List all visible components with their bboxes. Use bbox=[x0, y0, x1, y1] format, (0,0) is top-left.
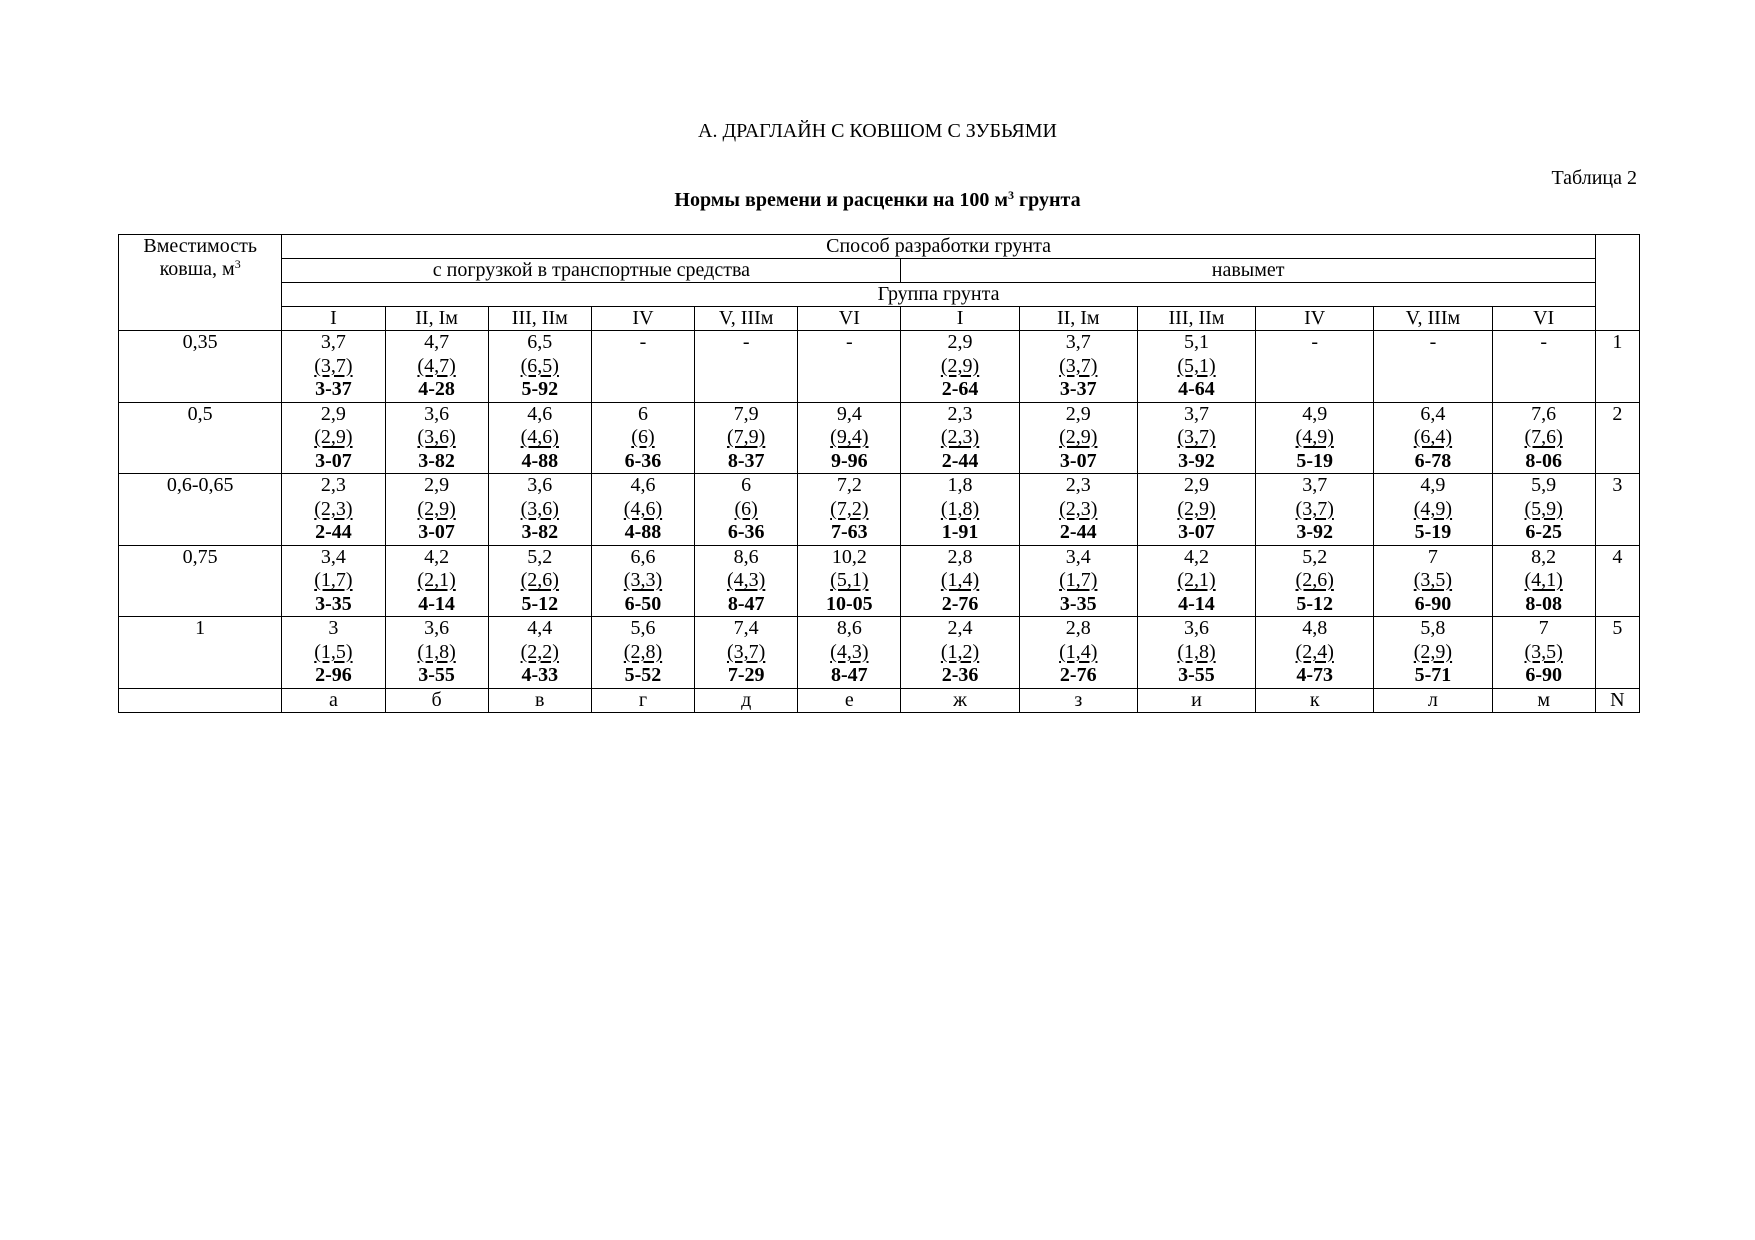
time-norm: - bbox=[1311, 331, 1319, 353]
crew-norm: (3,6) bbox=[417, 426, 456, 448]
price-value: 4-88 bbox=[624, 521, 662, 543]
price-value: 2-64 bbox=[941, 378, 979, 400]
price-value: 3-07 bbox=[1059, 449, 1097, 472]
price-value: 5-92 bbox=[521, 378, 559, 400]
time-norm: 3 bbox=[328, 617, 339, 639]
norm-cell bbox=[1256, 474, 1374, 546]
crew-norm: (2,9) bbox=[940, 354, 980, 377]
crew-norm: (4,1) bbox=[1524, 569, 1563, 591]
group-header-cell: II, Iм bbox=[1019, 307, 1137, 331]
price-value: 4-14 bbox=[1178, 592, 1215, 615]
price-value: 4-64 bbox=[1178, 378, 1215, 400]
price-value: 6-36 bbox=[727, 521, 765, 543]
price-value: 5-12 bbox=[1296, 592, 1334, 615]
row-number-cell: 2 bbox=[1595, 402, 1639, 474]
price-value: 6-50 bbox=[624, 592, 662, 615]
crew-norm: (2,3) bbox=[314, 497, 353, 520]
price-value: 4-28 bbox=[418, 378, 455, 400]
n-label-cell: N bbox=[1595, 688, 1639, 712]
time-norm: 3,4 bbox=[320, 545, 346, 568]
crew-norm: (1,8) bbox=[417, 640, 456, 663]
group-header-cell: IV bbox=[1256, 307, 1374, 331]
price-value: 3-37 bbox=[315, 378, 352, 400]
time-norm: 6,4 bbox=[1420, 402, 1446, 425]
time-norm: - bbox=[846, 331, 853, 353]
price-value: 2-96 bbox=[315, 664, 352, 686]
group-header-cell: VI bbox=[1492, 307, 1595, 331]
time-norm: 3,7 bbox=[1302, 474, 1328, 496]
time-norm: 2,3 bbox=[320, 474, 346, 496]
norm-cell bbox=[1492, 617, 1595, 689]
time-norm: 3,7 bbox=[320, 331, 346, 353]
column-letter-cell: л bbox=[1374, 688, 1492, 712]
norm-cell bbox=[798, 402, 901, 474]
norm-cell bbox=[385, 331, 488, 403]
column-letter-cell: к bbox=[1256, 688, 1374, 712]
price-value: 5-52 bbox=[624, 664, 662, 686]
norm-cell bbox=[1492, 474, 1595, 546]
norms-table bbox=[118, 234, 1640, 713]
crew-norm: (1,2) bbox=[940, 640, 980, 663]
norm-cell bbox=[385, 545, 488, 617]
row-number-cell: 3 bbox=[1595, 474, 1639, 546]
norm-cell bbox=[591, 474, 694, 546]
crew-norm: (2,1) bbox=[417, 569, 456, 591]
column-letter-cell: м bbox=[1492, 688, 1595, 712]
group-header-cell: I bbox=[282, 307, 385, 331]
table-row bbox=[119, 474, 1640, 546]
time-norm: 5,9 bbox=[1531, 474, 1557, 496]
price-value: 4-33 bbox=[521, 664, 559, 686]
price-value: 3-35 bbox=[1059, 592, 1097, 615]
time-norm: 6 bbox=[637, 402, 648, 425]
price-value: 3-07 bbox=[315, 449, 352, 472]
price-value: 8-08 bbox=[1525, 592, 1562, 615]
header-row-method bbox=[119, 235, 1640, 259]
time-norm: - bbox=[1429, 331, 1437, 353]
norm-cell bbox=[385, 617, 488, 689]
price-value: 6-36 bbox=[624, 449, 662, 472]
time-norm: 7,4 bbox=[733, 617, 759, 639]
crew-norm: (4,6) bbox=[623, 497, 663, 520]
crew-norm: (1,4) bbox=[1059, 640, 1098, 663]
crew-norm: (1,5) bbox=[314, 640, 353, 663]
norm-cell bbox=[1137, 402, 1255, 474]
norm-cell bbox=[798, 331, 901, 403]
group-header-cell: V, IIIм bbox=[1374, 307, 1492, 331]
table-number-label: Таблица 2 bbox=[1551, 167, 1637, 189]
norm-cell bbox=[1019, 474, 1137, 546]
crew-norm: (2,8) bbox=[623, 640, 663, 663]
time-norm: 2,9 bbox=[320, 402, 346, 425]
time-norm: 3,6 bbox=[1183, 617, 1209, 639]
norm-cell bbox=[488, 474, 591, 546]
price-value: 2-76 bbox=[941, 592, 979, 615]
crew-norm: (1,7) bbox=[1059, 569, 1098, 591]
time-norm: 8,2 bbox=[1531, 545, 1557, 568]
price-value: 9-96 bbox=[831, 449, 868, 472]
time-norm: 2,9 bbox=[1065, 402, 1091, 425]
time-norm: 7,9 bbox=[733, 402, 759, 425]
time-norm: - bbox=[1540, 331, 1547, 353]
crew-norm: (3,7) bbox=[1059, 354, 1098, 377]
crew-norm: (2,6) bbox=[520, 569, 559, 591]
crew-norm: (3,7) bbox=[314, 354, 353, 377]
crew-norm: (7,2) bbox=[830, 497, 869, 520]
time-norm: 6,6 bbox=[630, 545, 656, 568]
norm-cell bbox=[1374, 545, 1492, 617]
crew-norm: (4,6) bbox=[520, 426, 559, 448]
time-norm: 4,2 bbox=[1183, 545, 1209, 568]
crew-norm: (7,6) bbox=[1524, 426, 1563, 448]
norm-cell bbox=[1256, 617, 1374, 689]
price-value: 7-63 bbox=[831, 521, 868, 543]
norm-cell bbox=[591, 617, 694, 689]
crew-norm: (2,9) bbox=[1177, 497, 1216, 520]
norm-cell bbox=[282, 545, 385, 617]
price-value: 2-44 bbox=[941, 449, 979, 472]
norm-cell bbox=[282, 402, 385, 474]
crew-norm: (2,9) bbox=[1413, 640, 1453, 663]
crew-norm: (3,5) bbox=[1413, 569, 1453, 591]
caption-main: Нормы времени и расценки на 100 м bbox=[674, 189, 1009, 211]
price-value: 5-19 bbox=[1414, 521, 1452, 543]
time-norm: 3,6 bbox=[527, 474, 553, 496]
time-norm: 3,6 bbox=[424, 617, 450, 639]
price-value: 3-92 bbox=[1296, 521, 1334, 543]
crew-norm: (9,4) bbox=[830, 426, 869, 448]
time-norm: 5,6 bbox=[630, 617, 656, 639]
norm-cell bbox=[901, 402, 1019, 474]
norm-cell bbox=[282, 474, 385, 546]
crew-norm: (2,9) bbox=[417, 497, 456, 520]
caption-superscript: 3 bbox=[1008, 188, 1015, 202]
header-row-groups bbox=[119, 307, 1640, 331]
column-letter-cell: б bbox=[385, 688, 488, 712]
norm-cell bbox=[1137, 617, 1255, 689]
norm-cell bbox=[901, 474, 1019, 546]
norm-cell bbox=[901, 617, 1019, 689]
method-header: Способ разработки грунта bbox=[282, 235, 1595, 259]
capacity-header bbox=[119, 235, 282, 331]
section-title: А. ДРАГЛАЙН С КОВШОМ С ЗУБЬЯМИ bbox=[698, 120, 1057, 142]
norm-cell bbox=[1019, 617, 1137, 689]
norm-cell bbox=[695, 545, 798, 617]
crew-norm: (3,3) bbox=[623, 569, 663, 591]
crew-norm: (1,8) bbox=[1177, 640, 1216, 663]
crew-norm: (5,1) bbox=[830, 569, 869, 591]
group-header-cell: VI bbox=[798, 307, 901, 331]
norm-cell bbox=[488, 617, 591, 689]
price-value: 1-91 bbox=[941, 521, 979, 543]
table-row bbox=[119, 402, 1640, 474]
time-norm: 4,9 bbox=[1420, 474, 1446, 496]
time-norm: 6 bbox=[741, 474, 752, 496]
capacity-cell: 0,6-0,65 bbox=[119, 474, 282, 546]
time-norm: 4,2 bbox=[424, 545, 450, 568]
crew-norm: (2,3) bbox=[1059, 497, 1098, 520]
capacity-cell: 1 bbox=[119, 617, 282, 689]
row-number-cell: 5 bbox=[1595, 617, 1639, 689]
crew-norm: (5,9) bbox=[1524, 497, 1563, 520]
price-value: 6-90 bbox=[1414, 592, 1452, 615]
time-norm: 2,8 bbox=[1065, 617, 1091, 639]
time-norm: - bbox=[742, 331, 750, 353]
time-norm: 2,4 bbox=[947, 617, 973, 639]
crew-norm: (1,8) bbox=[940, 497, 980, 520]
capacity-header-text: Вместимость ковша, м bbox=[143, 235, 257, 280]
time-norm: 4,7 bbox=[424, 331, 450, 353]
time-norm: 4,8 bbox=[1302, 617, 1328, 639]
price-value: 3-35 bbox=[315, 592, 352, 615]
norm-cell bbox=[798, 545, 901, 617]
time-norm: 3,4 bbox=[1065, 545, 1091, 568]
time-norm: 5,8 bbox=[1420, 617, 1446, 639]
time-norm: 8,6 bbox=[733, 545, 759, 568]
crew-norm: (4,7) bbox=[417, 354, 456, 377]
crew-norm: (6,5) bbox=[520, 354, 559, 377]
time-norm: - bbox=[639, 331, 647, 353]
price-value: 3-82 bbox=[521, 521, 559, 543]
norm-cell bbox=[1492, 331, 1595, 403]
column-letter-cell: ж bbox=[901, 688, 1019, 712]
row-number-cell: 1 bbox=[1595, 331, 1639, 403]
time-norm: 4,6 bbox=[630, 474, 656, 496]
norm-cell bbox=[695, 402, 798, 474]
time-norm: 2,8 bbox=[947, 545, 973, 568]
row-number-header bbox=[1595, 235, 1639, 331]
time-norm: 3,7 bbox=[1183, 402, 1209, 425]
price-value: 4-14 bbox=[418, 592, 455, 615]
norm-cell bbox=[1492, 545, 1595, 617]
norm-cell bbox=[591, 331, 694, 403]
crew-norm: (3,5) bbox=[1524, 640, 1563, 663]
price-value: 6-25 bbox=[1525, 521, 1562, 543]
norm-cell bbox=[1019, 402, 1137, 474]
price-value: 4-73 bbox=[1296, 664, 1334, 686]
price-value: 5-12 bbox=[521, 592, 559, 615]
crew-norm: (2,4) bbox=[1295, 640, 1334, 663]
time-norm: 7,2 bbox=[836, 474, 862, 496]
norm-cell bbox=[1019, 545, 1137, 617]
time-norm: 2,9 bbox=[1183, 474, 1209, 496]
price-value: 10-05 bbox=[826, 592, 873, 615]
time-norm: 2,9 bbox=[424, 474, 450, 496]
time-norm: 4,6 bbox=[527, 402, 553, 425]
crew-norm: (7,9) bbox=[726, 426, 766, 448]
crew-norm: (6,4) bbox=[1413, 426, 1453, 448]
column-letter-cell: и bbox=[1137, 688, 1255, 712]
norm-cell bbox=[488, 402, 591, 474]
price-value: 3-37 bbox=[1059, 378, 1097, 400]
caption-tail: грунта bbox=[1014, 189, 1081, 211]
price-value: 2-44 bbox=[315, 521, 352, 543]
column-letters-row bbox=[119, 688, 1640, 712]
time-norm: 5,1 bbox=[1183, 331, 1209, 353]
price-value: 3-07 bbox=[1178, 521, 1215, 543]
norm-cell bbox=[591, 402, 694, 474]
norm-cell bbox=[1256, 331, 1374, 403]
time-norm: 3,6 bbox=[424, 402, 450, 425]
norm-cell bbox=[901, 545, 1019, 617]
group-header-cell: III, IIм bbox=[1137, 307, 1255, 331]
crew-norm: (2,2) bbox=[520, 640, 559, 663]
time-norm: 4,4 bbox=[527, 617, 553, 639]
crew-norm: (1,4) bbox=[940, 569, 980, 591]
crew-norm: (4,9) bbox=[1413, 497, 1453, 520]
table-caption bbox=[0, 188, 1755, 212]
norm-cell bbox=[798, 617, 901, 689]
crew-norm: (4,3) bbox=[726, 569, 766, 591]
crew-norm: (6) bbox=[631, 426, 655, 448]
norm-cell bbox=[695, 331, 798, 403]
time-norm: 2,9 bbox=[947, 331, 973, 353]
time-norm: 5,2 bbox=[1302, 545, 1328, 568]
price-value: 8-47 bbox=[727, 592, 765, 615]
norm-cell bbox=[798, 474, 901, 546]
crew-norm: (2,9) bbox=[314, 426, 353, 448]
soil-group-header: Группа грунта bbox=[282, 283, 1595, 307]
price-value: 3-07 bbox=[418, 521, 455, 543]
price-value: 4-88 bbox=[521, 449, 559, 472]
time-norm: 7 bbox=[1427, 545, 1438, 568]
header-row-soil-group bbox=[119, 283, 1640, 307]
loading-header: с погрузкой в транспортные средства bbox=[282, 259, 901, 283]
header-row-mode bbox=[119, 259, 1640, 283]
price-value: 8-06 bbox=[1525, 449, 1562, 472]
norm-cell bbox=[901, 331, 1019, 403]
crew-norm: (3,7) bbox=[1177, 426, 1216, 448]
time-norm: 4,9 bbox=[1302, 402, 1328, 425]
time-norm: 7,6 bbox=[1531, 402, 1557, 425]
time-norm: 7 bbox=[1538, 617, 1549, 639]
price-value: 5-71 bbox=[1414, 664, 1452, 686]
group-header-cell: III, IIм bbox=[488, 307, 591, 331]
crew-norm: (2,1) bbox=[1177, 569, 1216, 591]
time-norm: 1,8 bbox=[947, 474, 973, 496]
column-letter-cell: д bbox=[695, 688, 798, 712]
crew-norm: (3,7) bbox=[1295, 497, 1334, 520]
norm-cell bbox=[1374, 617, 1492, 689]
time-norm: 8,6 bbox=[836, 617, 862, 639]
column-letter-cell: в bbox=[488, 688, 591, 712]
norm-cell bbox=[282, 617, 385, 689]
time-norm: 6,5 bbox=[527, 331, 553, 353]
group-header-cell: IV bbox=[591, 307, 694, 331]
norm-cell bbox=[282, 331, 385, 403]
price-value: 2-36 bbox=[941, 664, 979, 686]
group-header-cell: I bbox=[901, 307, 1019, 331]
price-value: 2-76 bbox=[1059, 664, 1097, 686]
price-value: 3-55 bbox=[418, 664, 455, 686]
norm-cell bbox=[488, 545, 591, 617]
price-value: 6-78 bbox=[1414, 449, 1452, 472]
crew-norm: (6) bbox=[734, 497, 758, 520]
price-value: 3-82 bbox=[418, 449, 455, 472]
norm-cell bbox=[385, 474, 488, 546]
time-norm: 2,3 bbox=[1065, 474, 1091, 496]
crew-norm: (2,6) bbox=[1295, 569, 1334, 591]
group-header-cell: II, Iм bbox=[385, 307, 488, 331]
norm-cell bbox=[695, 474, 798, 546]
norm-cell bbox=[1374, 402, 1492, 474]
price-value: 7-29 bbox=[727, 664, 765, 686]
price-value: 5-19 bbox=[1296, 449, 1334, 472]
norm-cell bbox=[1256, 402, 1374, 474]
crew-norm: (2,9) bbox=[1059, 426, 1098, 448]
norm-cell bbox=[385, 402, 488, 474]
norm-cell bbox=[1492, 402, 1595, 474]
capacity-cell: 0,5 bbox=[119, 402, 282, 474]
norm-cell bbox=[1137, 474, 1255, 546]
norm-cell bbox=[1019, 331, 1137, 403]
price-value: 3-55 bbox=[1178, 664, 1215, 686]
capacity-cell: 0,35 bbox=[119, 331, 282, 403]
norm-cell bbox=[695, 617, 798, 689]
norm-cell bbox=[1374, 331, 1492, 403]
table-row bbox=[119, 545, 1640, 617]
crew-norm: (4,9) bbox=[1295, 426, 1334, 448]
empty-cell bbox=[119, 688, 282, 712]
price-value: 8-37 bbox=[727, 449, 765, 472]
row-number-cell: 4 bbox=[1595, 545, 1639, 617]
crew-norm: (3,7) bbox=[726, 640, 766, 663]
crew-norm: (2,3) bbox=[940, 426, 980, 448]
time-norm: 3,7 bbox=[1065, 331, 1091, 353]
price-value: 8-47 bbox=[831, 664, 868, 686]
norm-cell bbox=[1374, 474, 1492, 546]
table-row bbox=[119, 617, 1640, 689]
column-letter-cell: е bbox=[798, 688, 901, 712]
norm-cell bbox=[488, 331, 591, 403]
time-norm: 10,2 bbox=[831, 545, 867, 568]
norm-cell bbox=[1137, 331, 1255, 403]
price-value: 6-90 bbox=[1525, 664, 1562, 686]
crew-norm: (3,6) bbox=[520, 497, 559, 520]
group-header-cell: V, IIIм bbox=[695, 307, 798, 331]
crew-norm: (4,3) bbox=[830, 640, 869, 663]
column-letter-cell: з bbox=[1019, 688, 1137, 712]
time-norm: 2,3 bbox=[947, 402, 973, 425]
price-value: 2-44 bbox=[1059, 521, 1097, 543]
price-value: 3-92 bbox=[1178, 449, 1215, 472]
time-norm: 5,2 bbox=[527, 545, 553, 568]
time-norm: 9,4 bbox=[836, 402, 862, 425]
table-row bbox=[119, 331, 1640, 403]
norm-cell bbox=[591, 545, 694, 617]
crew-norm: (1,7) bbox=[314, 569, 353, 591]
crew-norm: (5,1) bbox=[1177, 354, 1216, 377]
norm-cell bbox=[1137, 545, 1255, 617]
column-letter-cell: а bbox=[282, 688, 385, 712]
dumping-header: навымет bbox=[901, 259, 1595, 283]
norm-cell bbox=[1256, 545, 1374, 617]
capacity-cell: 0,75 bbox=[119, 545, 282, 617]
capacity-header-superscript: 3 bbox=[234, 257, 241, 271]
column-letter-cell: г bbox=[591, 688, 694, 712]
